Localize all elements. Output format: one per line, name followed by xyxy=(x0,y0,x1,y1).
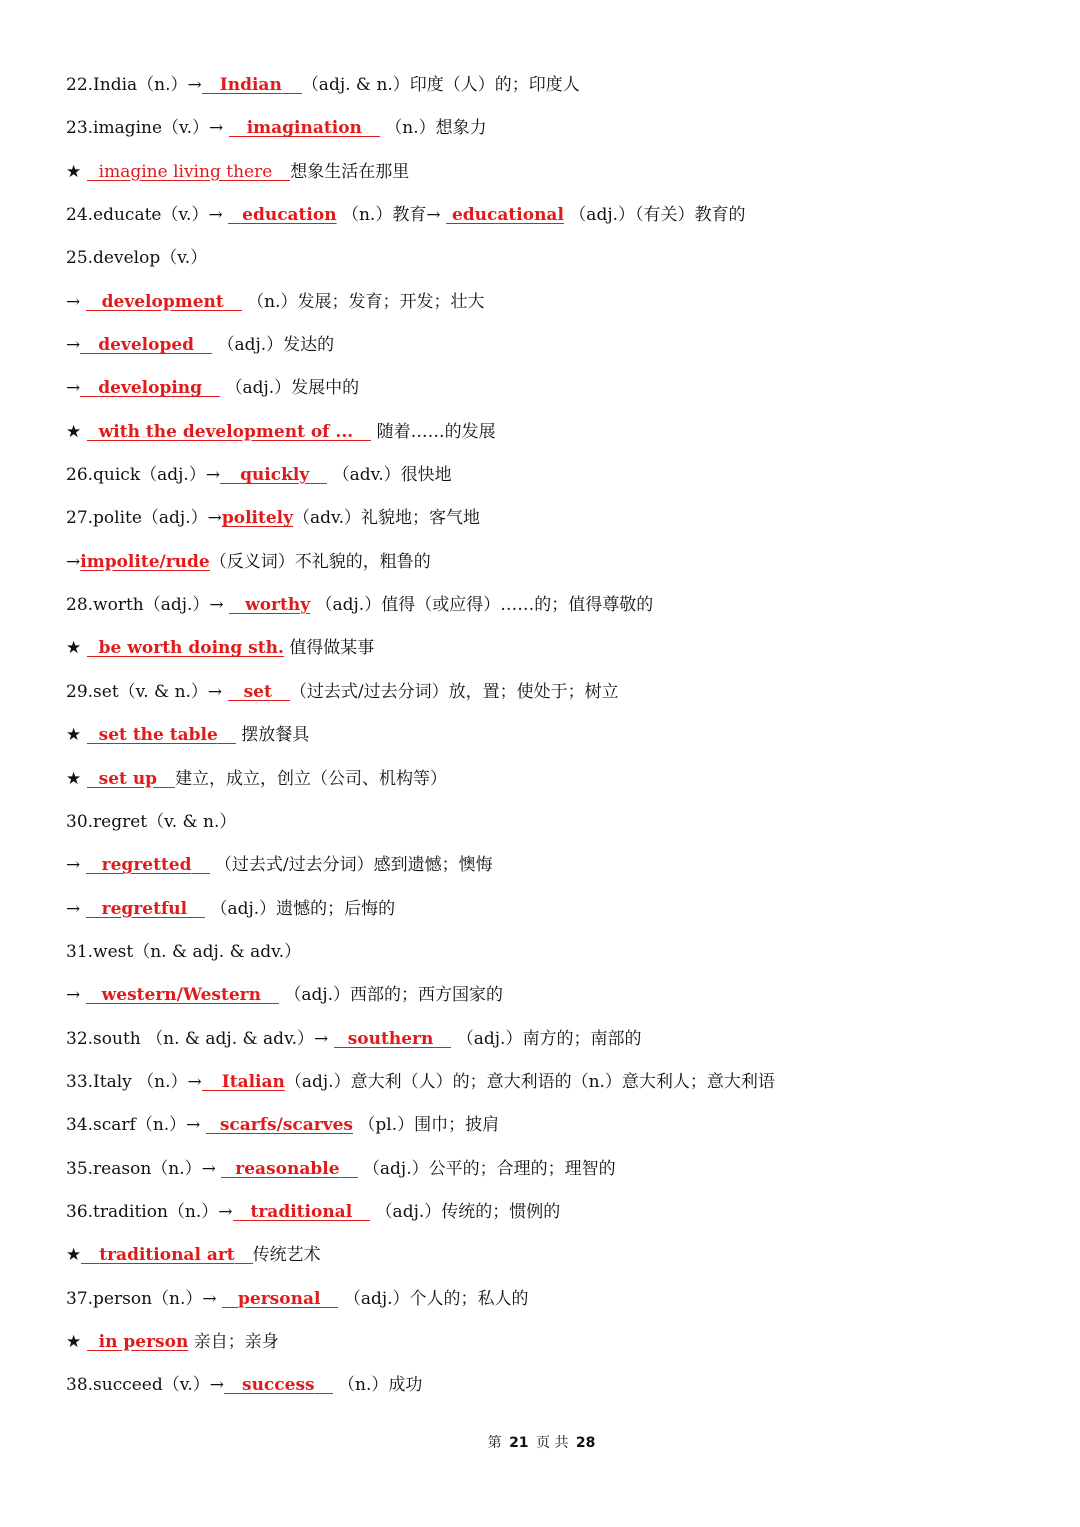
vocab-line xyxy=(66,454,1026,497)
prompt-text: → xyxy=(66,378,81,399)
vocab-line xyxy=(66,497,1026,540)
vocab-line xyxy=(66,584,1026,627)
prompt-text: 34.scarf（n.）→ xyxy=(66,1115,206,1136)
vocab-line xyxy=(66,671,1026,714)
prompt-text: （adj.）意大利（人）的；意大利语的（n.）意大利人；意大利语 xyxy=(284,1071,775,1092)
vocab-line xyxy=(66,1104,1026,1147)
prompt-text: （反义词）不礼貌的，粗鲁的 xyxy=(209,551,431,572)
vocab-line xyxy=(66,1321,1026,1364)
answer-underline xyxy=(206,1132,220,1134)
answer-text: imagination xyxy=(246,118,362,139)
answer-underline xyxy=(87,742,99,744)
prompt-text: （adj.）（有关）教育的 xyxy=(563,205,746,226)
answer-text: western/Western xyxy=(101,985,261,1006)
vocab-line xyxy=(66,1148,1026,1191)
answer-underline xyxy=(228,222,242,224)
prompt-text: → xyxy=(66,551,81,572)
answer-text: personal xyxy=(238,1288,321,1309)
answer-underline xyxy=(222,1306,238,1308)
prompt-text: （adj.）值得（或应得）……的；值得尊敬的 xyxy=(310,595,654,616)
prompt-text: 23.imagine（v.）→ xyxy=(66,118,229,139)
answer-underline xyxy=(187,916,205,918)
prompt-text: ★ xyxy=(66,421,87,442)
answer-text: Indian xyxy=(219,75,282,95)
answer-text: Italian xyxy=(221,1071,285,1092)
vocab-line xyxy=(66,324,1026,367)
vocab-line xyxy=(66,194,1026,237)
answer-text: traditional art xyxy=(99,1245,235,1266)
answer-text: traditional xyxy=(250,1201,353,1222)
answer-text: educational xyxy=(451,205,564,226)
answer-underline xyxy=(87,179,99,181)
prompt-text: 33.Italy （n.）→ xyxy=(66,1071,202,1092)
prompt-text: （adj.）南方的；南部的 xyxy=(451,1028,642,1049)
prompt-text: 26.quick（adj.）→ xyxy=(66,465,221,486)
answer-underline xyxy=(334,1046,348,1048)
prompt-text: 建立，成立，创立（公司、机构等） xyxy=(175,768,448,789)
prompt-text: 35.reason（n.）→ xyxy=(66,1158,222,1179)
answer-underline xyxy=(235,1262,253,1264)
vocab-line xyxy=(66,1061,1026,1104)
prompt-text: 37.person（n.）→ xyxy=(66,1288,223,1309)
answer-underline xyxy=(272,699,290,701)
answer-text: set the table xyxy=(98,725,218,746)
vocab-line xyxy=(66,1191,1026,1234)
prompt-text: ★ xyxy=(66,725,87,746)
prompt-text: ★ xyxy=(66,1245,82,1266)
prompt-text: （n.）想象力 xyxy=(379,118,487,139)
answer-underline xyxy=(229,135,247,137)
answer-underline xyxy=(224,1392,242,1394)
prompt-text: → xyxy=(66,335,81,356)
prompt-text: 28.worth（adj.）→ xyxy=(66,595,230,616)
vocab-line xyxy=(66,411,1026,454)
prompt-text: 31.west（n. & adj. & adv.） xyxy=(66,941,302,962)
vocab-line xyxy=(66,1018,1026,1061)
prompt-text: 传统艺术 xyxy=(252,1245,321,1266)
answer-underline xyxy=(202,1089,222,1091)
answer-text: in person xyxy=(98,1331,189,1352)
answer-text: be worth doing sth. xyxy=(98,638,284,659)
prompt-text: 29.set（v. & n.）→ xyxy=(66,681,228,702)
prompt-text: → xyxy=(66,898,86,919)
answer-underline xyxy=(233,1219,251,1221)
answer-text: development xyxy=(101,291,224,312)
prompt-text: 随着……的发展 xyxy=(371,421,496,442)
prompt-text: （adj.）西部的；西方国家的 xyxy=(278,985,504,1006)
prompt-text: 摆放餐具 xyxy=(235,725,310,746)
answer-underline xyxy=(261,1002,279,1004)
page-footer xyxy=(0,1432,1080,1452)
prompt-text: （adj.）遗憾的；后悔的 xyxy=(205,898,396,919)
answer-text: reasonable xyxy=(235,1158,340,1179)
answer-underline xyxy=(309,482,327,484)
answer-underline xyxy=(86,916,102,918)
answer-text: regretful xyxy=(101,898,188,919)
prompt-text: 亲自；亲身 xyxy=(188,1331,279,1352)
answer-underline xyxy=(80,352,98,354)
prompt-text: 22.India（n.）→ xyxy=(66,75,202,95)
answer-text: developed xyxy=(98,335,195,356)
vocab-line xyxy=(66,541,1026,584)
prompt-text: （过去式/过去分词）放，置；使处于；树立 xyxy=(289,681,619,702)
prompt-text: 24.educate（v.）→ xyxy=(66,205,229,226)
answer-underline xyxy=(320,1306,338,1308)
prompt-text: （adj. & n.）印度（人）的；印度人 xyxy=(301,75,580,95)
answer-underline xyxy=(87,1349,99,1351)
prompt-text: → xyxy=(66,985,86,1006)
answer-underline xyxy=(80,395,98,397)
prompt-text: 32.south （n. & adj. & adv.）→ xyxy=(66,1028,334,1049)
answer-text: quickly xyxy=(240,465,310,486)
vocab-line xyxy=(66,801,1026,844)
vocab-line xyxy=(66,367,1026,410)
prompt-text: → xyxy=(66,291,86,312)
prompt-text: （adv.）礼貌地；客气地 xyxy=(293,508,481,529)
answer-underline xyxy=(340,1176,358,1178)
footer-total-pages: 28 xyxy=(575,1435,596,1451)
prompt-text: （n.）发展；发育；开发；壮大 xyxy=(241,291,485,312)
answer-text: success xyxy=(242,1375,315,1396)
vocab-line xyxy=(66,237,1026,280)
answer-text: imagine living there xyxy=(98,161,273,182)
answer-text: worthy xyxy=(245,595,311,616)
answer-text: developing xyxy=(98,378,203,399)
answer-underline xyxy=(433,1046,451,1048)
answer-underline xyxy=(218,742,236,744)
prompt-text: （adj.）公平的；合理的；理智的 xyxy=(357,1158,616,1179)
vocab-line xyxy=(66,1278,1026,1321)
answer-underline xyxy=(228,699,244,701)
prompt-text: （adj.）个人的；私人的 xyxy=(338,1288,529,1309)
prompt-text: 想象生活在那里 xyxy=(290,161,410,182)
prompt-text: （n.）教育→ xyxy=(336,205,446,226)
prompt-text: 值得做某事 xyxy=(283,638,375,659)
answer-underline xyxy=(202,395,220,397)
prompt-text: 38.succeed（v.）→ xyxy=(66,1375,224,1396)
answer-underline xyxy=(157,786,175,788)
answer-underline xyxy=(352,1219,370,1221)
answer-text: politely xyxy=(221,508,294,529)
answer-underline xyxy=(86,872,102,874)
answer-underline xyxy=(315,1392,333,1394)
answer-text: regretted xyxy=(101,855,192,876)
prompt-text: （adj.）发展中的 xyxy=(220,378,360,399)
prompt-text: （pl.）围巾；披肩 xyxy=(353,1115,500,1136)
prompt-text: 27.polite（adj.）→ xyxy=(66,508,222,529)
answer-underline xyxy=(353,439,371,441)
answer-underline xyxy=(194,352,212,354)
prompt-text: 30.regret（v. & n.） xyxy=(66,811,237,832)
prompt-text: 25.develop（v.） xyxy=(66,248,208,269)
answer-text: set xyxy=(243,681,272,702)
answer-underline xyxy=(192,872,210,874)
answer-underline xyxy=(224,309,242,311)
answer-underline xyxy=(221,1176,235,1178)
vocab-line xyxy=(66,888,1026,931)
answer-underline xyxy=(81,1262,99,1264)
footer-page-label: 第 xyxy=(487,1435,502,1451)
prompt-text: （adv.）很快地 xyxy=(327,465,452,486)
prompt-text: （n.）成功 xyxy=(332,1375,423,1396)
answer-text: scarfs/scarves xyxy=(219,1115,353,1136)
answer-text: southern xyxy=(347,1028,434,1049)
answer-text: set up xyxy=(98,768,158,789)
vocab-line xyxy=(66,281,1026,324)
prompt-text: ★ xyxy=(66,768,87,789)
answer-underline xyxy=(86,1002,102,1004)
answer-underline xyxy=(87,439,99,441)
vocab-line xyxy=(66,151,1026,194)
answer-underline xyxy=(282,92,302,94)
answer-underline xyxy=(362,135,380,137)
answer-text: impolite/rude xyxy=(80,551,210,572)
answer-text: with the development of ... xyxy=(98,421,354,442)
prompt-text: （过去式/过去分词）感到遗憾；懊悔 xyxy=(209,855,493,876)
answer-text: education xyxy=(242,205,337,226)
prompt-text: （adj.）传统的；惯例的 xyxy=(370,1201,561,1222)
vocab-line xyxy=(66,627,1026,670)
vocabulary-list xyxy=(66,64,1026,1408)
vocab-line xyxy=(66,931,1026,974)
vocab-line xyxy=(66,714,1026,757)
answer-underline xyxy=(87,786,99,788)
vocab-line xyxy=(66,844,1026,887)
answer-underline xyxy=(87,655,99,657)
vocab-line xyxy=(66,1364,1026,1407)
vocab-line xyxy=(66,1234,1026,1277)
prompt-text: 36.tradition（n.）→ xyxy=(66,1201,233,1222)
prompt-text: ★ xyxy=(66,638,87,659)
vocab-line xyxy=(66,758,1026,801)
prompt-text: ★ xyxy=(66,1331,87,1352)
prompt-text: ★ xyxy=(66,161,87,182)
answer-underline xyxy=(86,309,102,311)
vocab-line xyxy=(66,107,1026,150)
answer-underline xyxy=(220,482,240,484)
answer-underline xyxy=(229,612,245,614)
answer-underline xyxy=(202,92,220,94)
footer-page-number: 21 xyxy=(509,1435,529,1451)
footer-of-label: 页 共 xyxy=(536,1435,569,1451)
prompt-text: → xyxy=(66,855,86,876)
vocab-line xyxy=(66,64,1026,107)
answer-underline xyxy=(272,179,290,181)
prompt-text: （adj.）发达的 xyxy=(212,335,335,356)
vocab-line xyxy=(66,974,1026,1017)
